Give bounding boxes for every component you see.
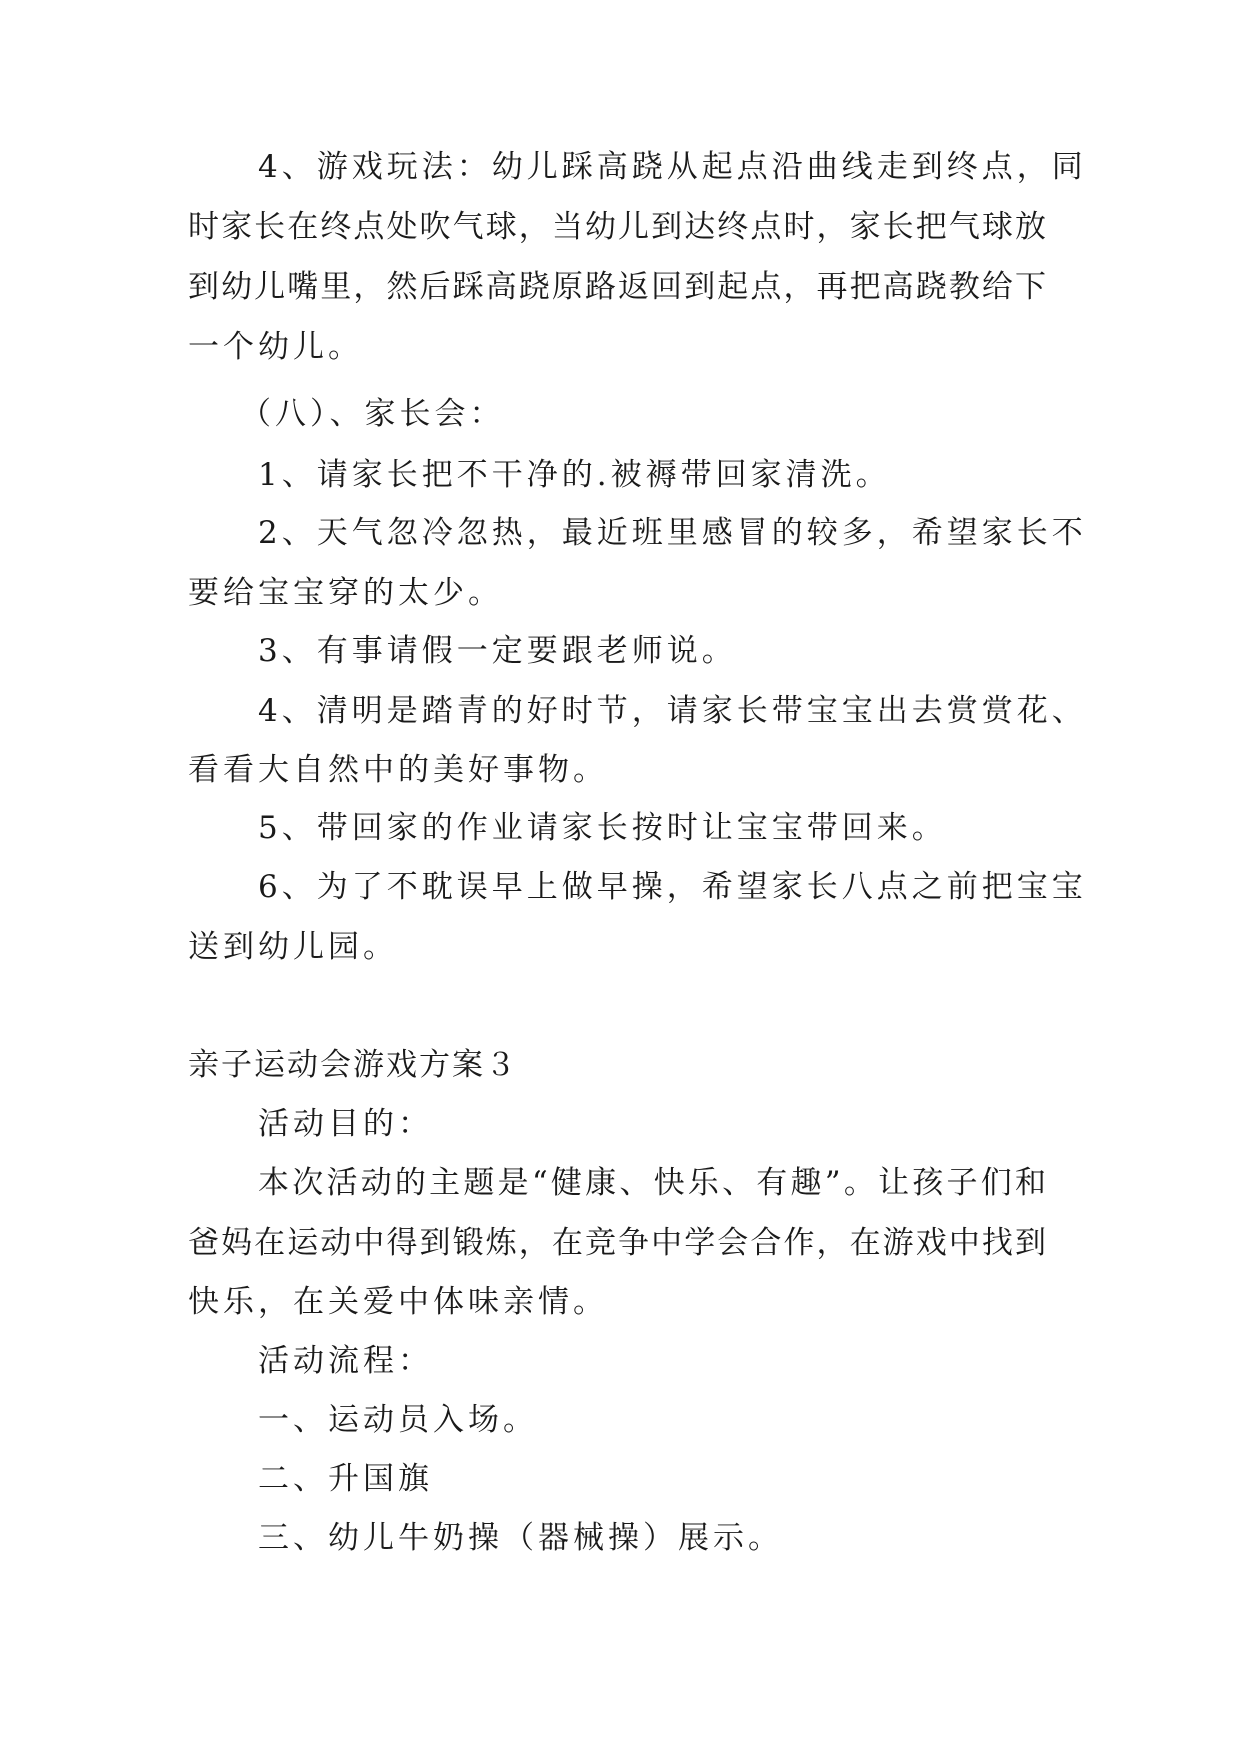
paragraph-line: 快乐，在关爱中体味亲情。 xyxy=(188,1284,608,1320)
paragraph-line: 爸妈在运动中得到锻炼，在竞争中学会合作，在游戏中找到 xyxy=(188,1225,1046,1261)
list-item: 5、带回家的作业请家长按时让宝宝带回来。 xyxy=(258,810,947,846)
paragraph-line: 一个幼儿。 xyxy=(188,329,363,365)
section-heading: 活动流程： xyxy=(258,1343,433,1379)
list-item: 6、为了不耽误早上做早操，希望家长八点之前把宝宝 xyxy=(258,869,1087,905)
paragraph-line: 到幼儿嘴里，然后踩高跷原路返回到起点，再把高跷教给下 xyxy=(188,269,1046,305)
paragraph-line: 本次活动的主题是“健康、快乐、有趣”。让孩子们和 xyxy=(258,1165,1046,1201)
plan-title: 亲子运动会游戏方案３ xyxy=(188,1047,518,1083)
section-heading: （八）、家长会： xyxy=(240,396,505,432)
list-item-continuation: 送到幼儿园。 xyxy=(188,929,398,965)
list-item: 一、运动员入场。 xyxy=(258,1402,538,1438)
list-item: 三、幼儿牛奶操（器械操）展示。 xyxy=(258,1520,783,1556)
list-item: 4、清明是踏青的好时节，请家长带宝宝出去赏赏花、 xyxy=(258,693,1087,729)
list-item: 2、天气忽冷忽热，最近班里感冒的较多，希望家长不 xyxy=(258,515,1087,551)
paragraph-line: 时家长在终点处吹气球，当幼儿到达终点时，家长把气球放 xyxy=(188,209,1046,245)
list-item-continuation: 看看大自然中的美好事物。 xyxy=(188,752,608,788)
list-item-continuation: 要给宝宝穿的太少。 xyxy=(188,575,503,611)
list-item: 二、升国旗 xyxy=(258,1461,433,1497)
paragraph-line: 4、游戏玩法：幼儿踩高跷从起点沿曲线走到终点，同 xyxy=(258,149,1087,185)
list-item: 1、请家长把不干净的.被褥带回家清洗。 xyxy=(258,457,891,493)
list-item: 3、有事请假一定要跟老师说。 xyxy=(258,633,737,669)
section-heading: 活动目的： xyxy=(258,1106,433,1142)
